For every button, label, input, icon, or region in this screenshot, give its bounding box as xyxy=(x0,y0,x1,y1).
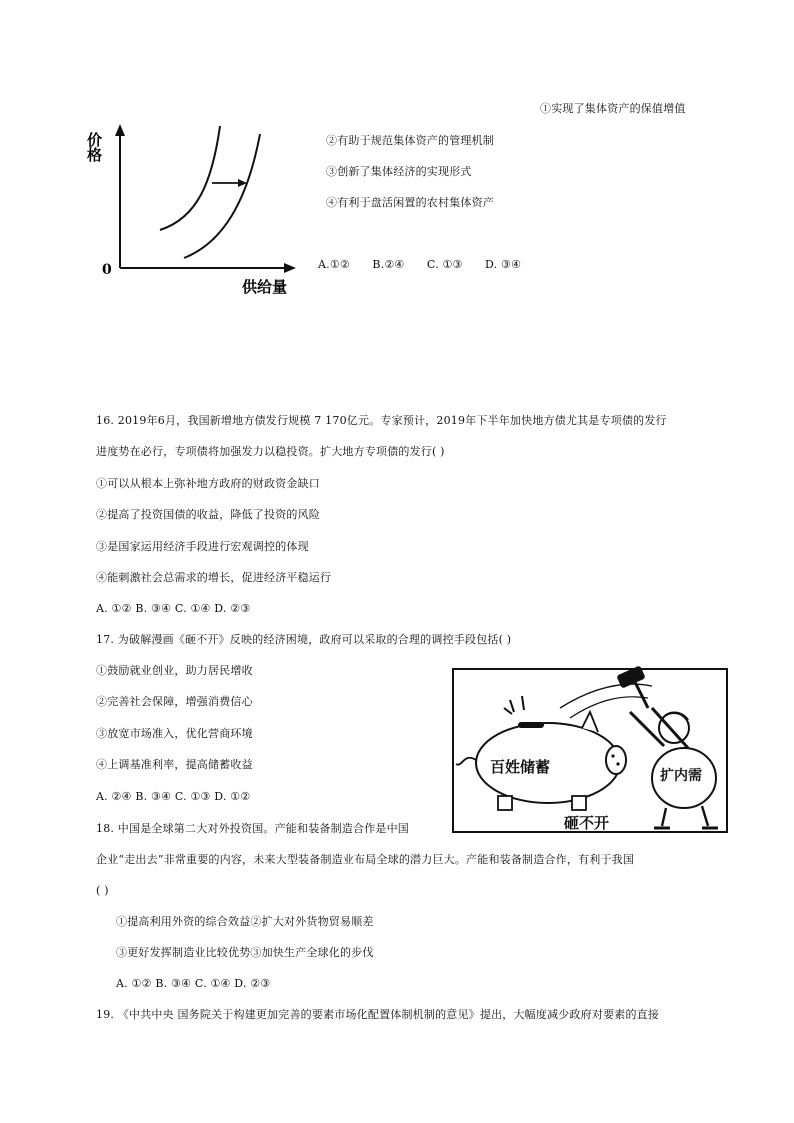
origin-label: 0 xyxy=(102,262,112,278)
q17-stem: 17. 为破解漫画《砸不开》反映的经济困境，政府可以采取的合理的调控手段包括( ) xyxy=(96,633,512,646)
q15-option-2: ②有助于规范集体资产的管理机制 xyxy=(326,134,494,147)
x-axis xyxy=(120,263,296,273)
y-axis-label: 价格 xyxy=(85,132,103,162)
q15-option-4: ④有利于盘活闲置的农村集体资产 xyxy=(326,196,494,209)
q15-option-3: ③创新了集体经济的实现形式 xyxy=(326,165,472,178)
q16-stem-line2: 进度势在必行，专项债将加强发力以稳投资。扩大地方专项债的发行( ) xyxy=(96,445,445,458)
q16-option-4: ④能刺激社会总需求的增长，促进经济平稳运行 xyxy=(96,571,332,584)
y-axis xyxy=(115,124,125,268)
q16-stem-line1: 16. 2019年6月，我国新增地方债发行规模 7 170亿元。专家预计，2019年下半年加快地方债尤其是专项债的发行 xyxy=(96,414,667,427)
q16-option-3: ③是国家运用经济手段进行宏观调控的体现 xyxy=(96,540,309,553)
supply-curve-shifted xyxy=(184,134,260,258)
supply-curve-chart xyxy=(85,118,310,298)
q17-option-3: ③放宽市场准入，优化营商环境 xyxy=(96,727,253,740)
man-label: 扩内需 xyxy=(660,768,702,784)
q17-option-4: ④上调基准利率，提高储蓄收益 xyxy=(96,758,253,771)
q16-option-2: ②提高了投资国债的收益，降低了投资的风险 xyxy=(96,508,320,521)
shift-arrow xyxy=(212,179,247,187)
supply-curve-original xyxy=(160,126,220,230)
q18-answers: A. ①② B. ③④ C. ①④ D. ②③ xyxy=(116,977,271,990)
cartoon-cannot-smash xyxy=(452,668,728,833)
q17-answers: A. ②④ B. ③④ C. ①③ D. ①② xyxy=(96,790,251,803)
q18-stem-line1: 18. 中国是全球第二大对外投资国。产能和装备制造合作是中国 xyxy=(96,822,409,835)
q18-stem-line3: ( ) xyxy=(96,884,109,897)
q16-answers: A. ①② B. ③④ C. ①④ D. ②③ xyxy=(96,602,251,615)
q18-options-line2: ③更好发挥制造业比较优势③加快生产全球化的步伐 xyxy=(116,946,374,959)
cartoon-caption: 砸不开 xyxy=(564,814,610,832)
q17-option-1: ①鼓励就业创业，助力居民增收 xyxy=(96,664,253,677)
x-axis-label: 供给量 xyxy=(242,278,288,296)
q19-stem-line1: 19. 《中共中央 国务院关于构建更加完善的要素市场化配置体制机制的意见》提出，大幅度减少政府对要素的直接 xyxy=(96,1008,660,1021)
q18-options-line1: ①提高利用外资的综合效益②扩大对外货物贸易顺差 xyxy=(116,915,374,928)
q15-option-1: ①实现了集体资产的保值增值 xyxy=(540,102,686,115)
q15-answers: A.①② B.②④ C. ①③ D. ③④ xyxy=(318,258,522,271)
pig-label: 百姓储蓄 xyxy=(490,758,551,776)
q17-option-2: ②完善社会保障，增强消费信心 xyxy=(96,695,253,708)
q16-option-1: ①可以从根本上弥补地方政府的财政资金缺口 xyxy=(96,477,320,490)
q18-stem-line2: 企业“走出去”非常重要的内容，未来大型装备制造业布局全球的潜力巨大。产能和装备制造合作，有利于我国 xyxy=(96,853,635,866)
